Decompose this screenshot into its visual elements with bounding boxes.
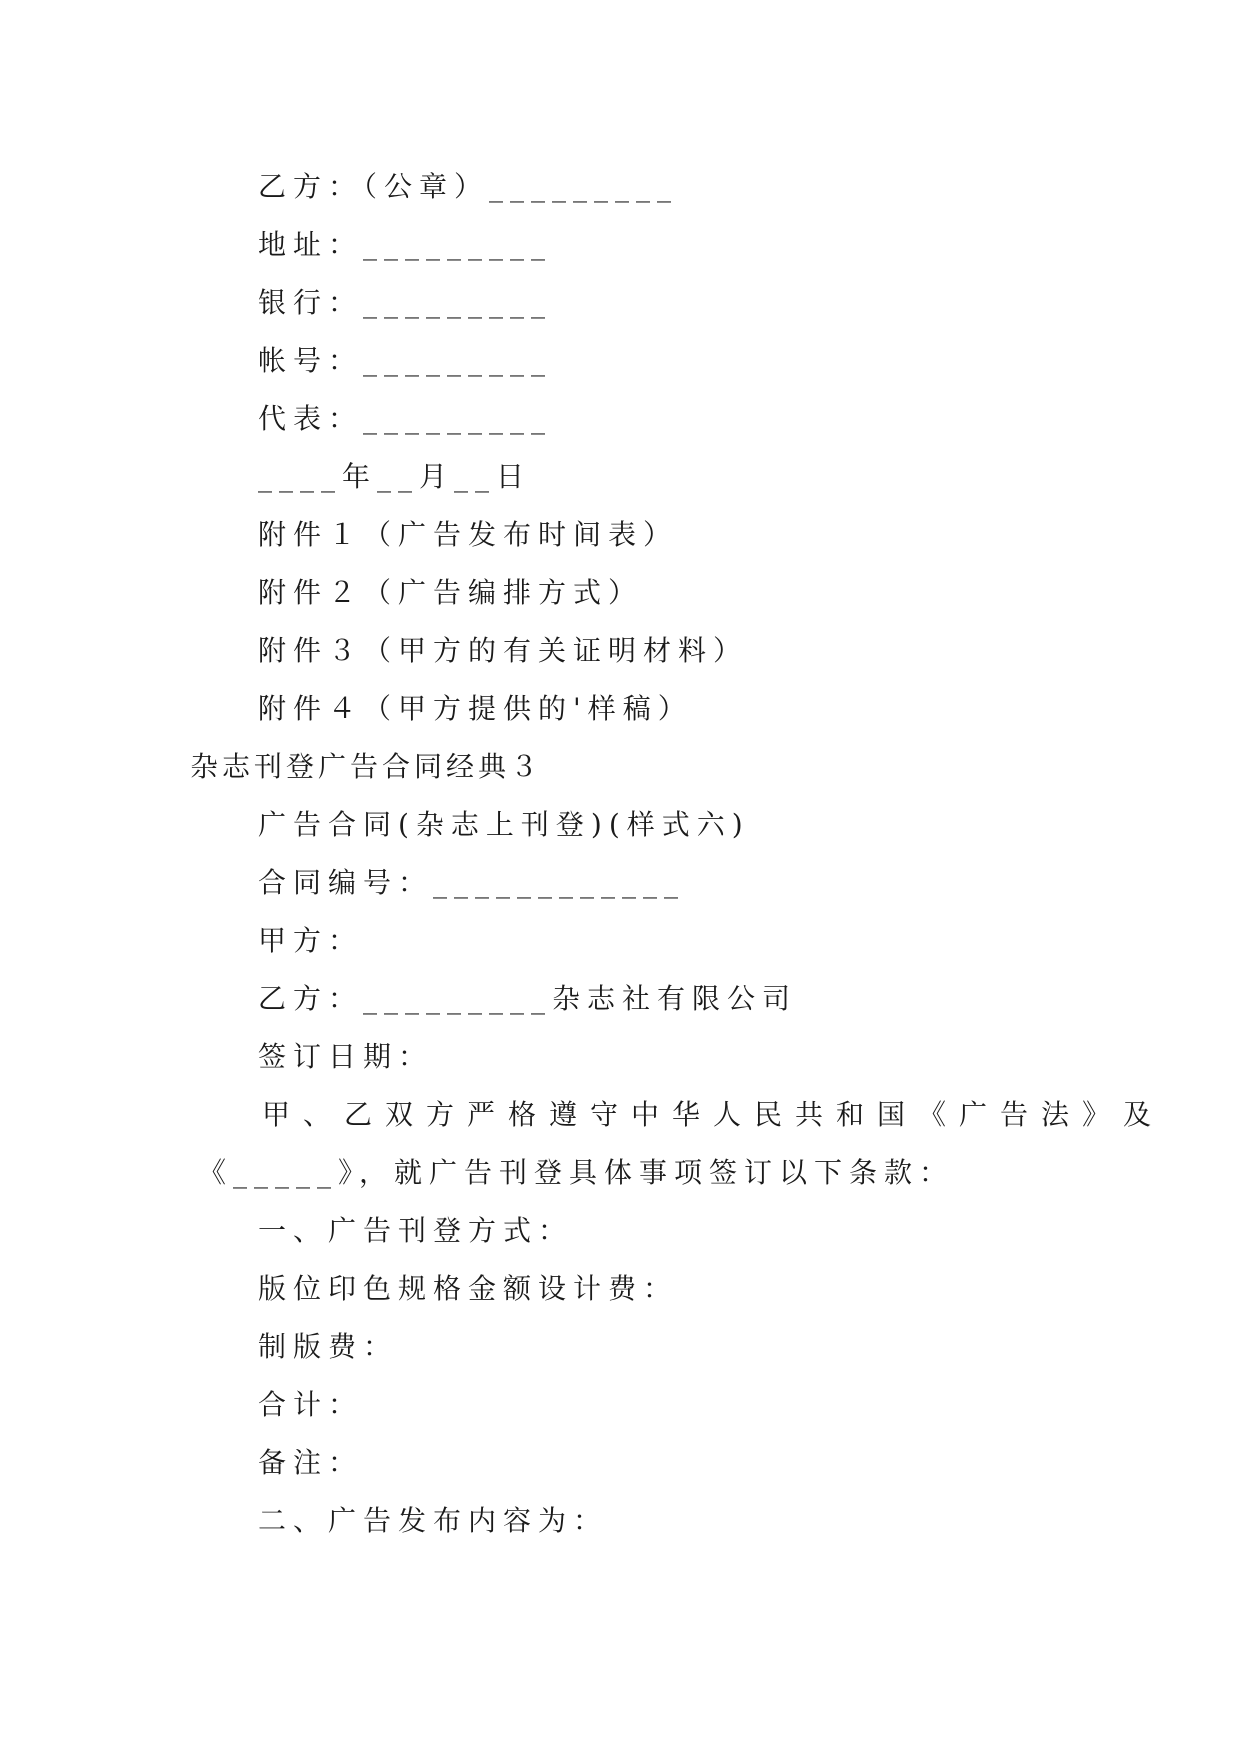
clause-1-heading: 一、广告刊登方式：	[258, 1214, 574, 1247]
party-a-line: 甲方：	[258, 924, 364, 957]
contract-number-line: 合同编号：____________	[258, 866, 686, 899]
representative-line: 代表：_________	[258, 402, 553, 435]
remarks-line: 备注：	[258, 1446, 364, 1479]
account-line: 帐号：_________	[258, 344, 553, 377]
address-line: 地址：_________	[258, 228, 553, 261]
attachment-4-line: 附件４（甲方提供的'样稿）	[258, 692, 693, 725]
preamble-line-2: 《_____》，就广告刊登具体事项签订以下条款：	[198, 1156, 955, 1189]
party-b-seal-line: 乙方：（公章）_________	[258, 170, 679, 203]
party-b-line: 乙方：_________杂志社有限公司	[258, 982, 798, 1015]
clause-2-heading: 二、广告发布内容为：	[258, 1504, 609, 1537]
contract-title-line: 广告合同(杂志上刊登)(样式六)	[258, 808, 750, 841]
section-heading: 杂志刊登广告合同经典３	[190, 750, 543, 783]
plate-fee-line: 制版费：	[258, 1330, 399, 1363]
preamble-line-1: 甲、乙双方严格遵守中华人民共和国《广告法》及	[262, 1098, 1165, 1131]
attachment-3-line: 附件３（甲方的有关证明材料）	[258, 634, 749, 667]
attachment-2-line: 附件２（广告编排方式）	[258, 576, 644, 609]
signing-date-line: 签订日期：	[258, 1040, 434, 1073]
total-line: 合计：	[258, 1388, 364, 1421]
attachment-1-line: 附件１（广告发布时间表）	[258, 518, 679, 551]
date-line: ____年__月__日	[258, 460, 532, 493]
layout-fee-line: 版位印色规格金额设计费：	[258, 1272, 679, 1305]
bank-line: 银行：_________	[258, 286, 553, 319]
